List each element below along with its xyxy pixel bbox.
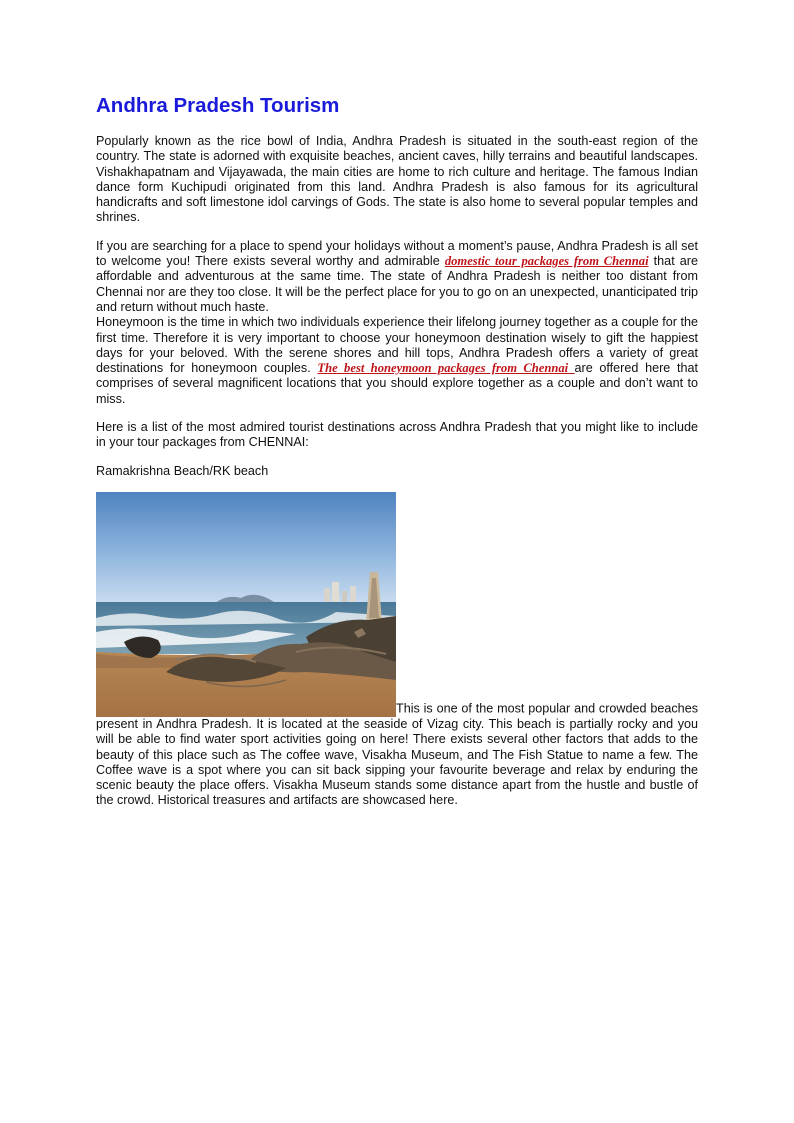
intro-paragraph: Popularly known as the rice bowl of India, Andhra Pradesh is situated in the south-east region of the country. The state is adorned with exquisite beaches, ancient caves, hilly terrains and beautiful landscapes. Vishakhapatnam and Vijayawada, the main cities are home to rich culture and heritage. The famous Indian dance form Kuchipudi originated from this land. Andhra Pradesh is also famous for its agricultural handicrafts and soft limestone idol carvings of Gods. The state is also home to several popular temples and shrines.: [96, 134, 698, 225]
holiday-text-after: that are affordable and adventurous at the same time. The state of Andhra Pradesh is neither too distant from Chennai nor are they too close. It will be the perfect place for you to go on an unexpected, unanticipated trip and return without much haste.: [96, 254, 698, 314]
document-page: [96, 92, 698, 809]
beach-paragraph: [96, 492, 698, 809]
holiday-paragraph: [96, 239, 698, 315]
beach-description: This is one of the most popular and crowded beaches present in Andhra Pradesh. It is located at the seaside of Vizag city. This beach is partially rocky and you will be able to find water sport activities going on here! There exists several other factors that adds to the beauty of this place such as The coffee wave, Visakha Museum, and The Fish Statue to name a few. The Coffee wave is a spot where you can sit back sipping your favourite beverage and relax by enduring the scenic beauty the place offers. Visakha Museum stands some distance apart from the hustle and bustle of the crowd. Historical treasures and artifacts are showcased here.: [96, 701, 698, 808]
list-intro-paragraph: Here is a list of the most admired tourist destinations across Andhra Pradesh that you might like to include in your tour packages from CHENNAI:: [96, 420, 698, 450]
honeymoon-packages-link[interactable]: The best honeymoon packages from Chennai: [317, 361, 575, 376]
domestic-packages-link[interactable]: domestic tour packages from Chennai: [444, 254, 649, 269]
honeymoon-text-after: are offered here that comprises of several magnificent locations that you should explore together as a couple and don’t want to miss.: [96, 361, 698, 406]
beach-heading: Ramakrishna Beach/RK beach: [96, 463, 269, 478]
beach-photo: [96, 492, 396, 717]
holiday-text-before: If you are searching for a place to spend your holidays without a moment’s pause, Andhra Pradesh is all set to welcome you! There exists several worthy and admirable: [96, 238, 698, 269]
honeymoon-text-before: Honeymoon is the time in which two individuals experience their lifelong journey together as a couple for the first time. Therefore it is very important to choose your honeymoon destination wisely to gift the happiest days for your beloved. With the serene shores and hill tops, Andhra Pradesh offers a variety of great destinations for honeymoon couples.: [96, 315, 698, 376]
honeymoon-paragraph: [96, 315, 698, 407]
page-title: Andhra Pradesh Tourism: [96, 94, 340, 117]
